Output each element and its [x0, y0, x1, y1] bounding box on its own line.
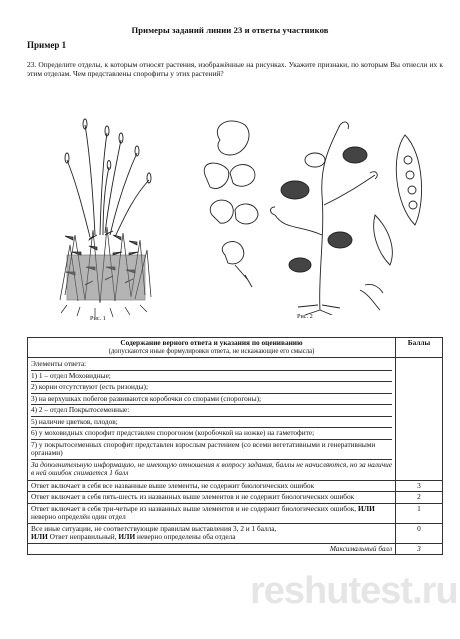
table-header-row — [28, 338, 443, 358]
elements-title: Элементы ответа: — [31, 359, 392, 371]
example-heading: Пример 1 — [27, 40, 67, 50]
criterion-text: Все иные ситуации, не соответствующие правилам выставления 3, 2 и 1 балла, — [31, 523, 277, 533]
criterion-text: неверно определён один отдел — [31, 512, 126, 521]
figure-1-caption: Рис. 1 — [90, 315, 106, 322]
header-sub: (допускаются иные формулировки ответа, не искажающие его смысла) — [108, 347, 315, 355]
criterion-score: 3 — [396, 480, 443, 492]
figures-area — [20, 110, 450, 335]
criterion-text: неверно определены оба отдела — [136, 532, 236, 541]
figure-2-caption: Рис. 2 — [297, 313, 313, 320]
table-row — [28, 503, 443, 523]
criterion-text: Ответ включает в себя все названные выше элементы, не содержит биологических ошибок — [28, 480, 396, 492]
header-main: Содержание верного ответа и указания по оцениванию — [120, 338, 303, 347]
or-keyword: ИЛИ — [31, 532, 48, 541]
or-keyword: ИЛИ — [357, 503, 375, 513]
element-item: 7) у покрытосеменных спорофит представлен взрослым растением (со всеми вегетативными и генеративными органами) — [31, 440, 392, 460]
header-content-cell — [28, 338, 396, 358]
criterion-text: Ответ неправильный, — [49, 532, 117, 541]
element-item: 6) у моховидных спорофит представлен спорогоном (коробочкой на ножке) на гаметофите; — [31, 428, 392, 440]
max-score-label: Максимальный балл — [28, 543, 396, 555]
grading-note: За дополнительную информацию, не имеющую отношения к вопросу задания, баллы не начисляются, но за наличие в ней ошибок снимается 1 балл — [31, 459, 392, 477]
criterion-text-cell — [28, 523, 396, 543]
element-item: 5) наличие цветков, плодов; — [31, 417, 392, 429]
task-question: 23. Определите отделы, к которым относят растения, изображённые на рисунках. Укажите признаки, по которым Вы отнесли их к этим отделам. Чем представлены спорофиты у этих растений? — [27, 60, 443, 79]
moss-illustration — [45, 115, 165, 320]
elements-row — [28, 358, 443, 481]
watermark-logo: reshutest.ru — [250, 570, 458, 612]
max-score-row — [28, 543, 443, 555]
criterion-score: 0 — [396, 523, 443, 543]
element-item: 1) 1 – отдел Моховидные; — [31, 371, 392, 383]
header-score: Баллы — [396, 338, 443, 358]
criterion-text-cell — [28, 503, 396, 523]
elements-score-cell — [396, 358, 443, 481]
max-score-value: 3 — [396, 543, 443, 555]
element-item: 2) корни отсутствуют (есть ризоиды); — [31, 382, 392, 394]
table-row — [28, 523, 443, 543]
criterion-text: Ответ включает в себя три-четыре из названных выше элементов и не содержит биологических ошибок, — [31, 503, 357, 513]
grading-table — [27, 337, 443, 555]
or-keyword: ИЛИ — [118, 532, 136, 541]
elements-cell — [28, 358, 396, 481]
criterion-text: Ответ включает в себя пять-шесть из названных выше элементов и не содержит биологических ошибок — [28, 492, 396, 504]
pea-plant-illustration — [200, 115, 445, 315]
page-title: Примеры заданий линии 23 и ответы участников — [131, 25, 329, 35]
element-item: 3) на верхушках побегов развиваются коробочки со спорами (спорогоны); — [31, 394, 392, 406]
criterion-score: 1 — [396, 503, 443, 523]
table-row — [28, 480, 443, 492]
element-item: 4) 2 – отдел Покрытосеменные: — [31, 405, 392, 417]
criterion-score: 2 — [396, 492, 443, 504]
table-row — [28, 492, 443, 504]
